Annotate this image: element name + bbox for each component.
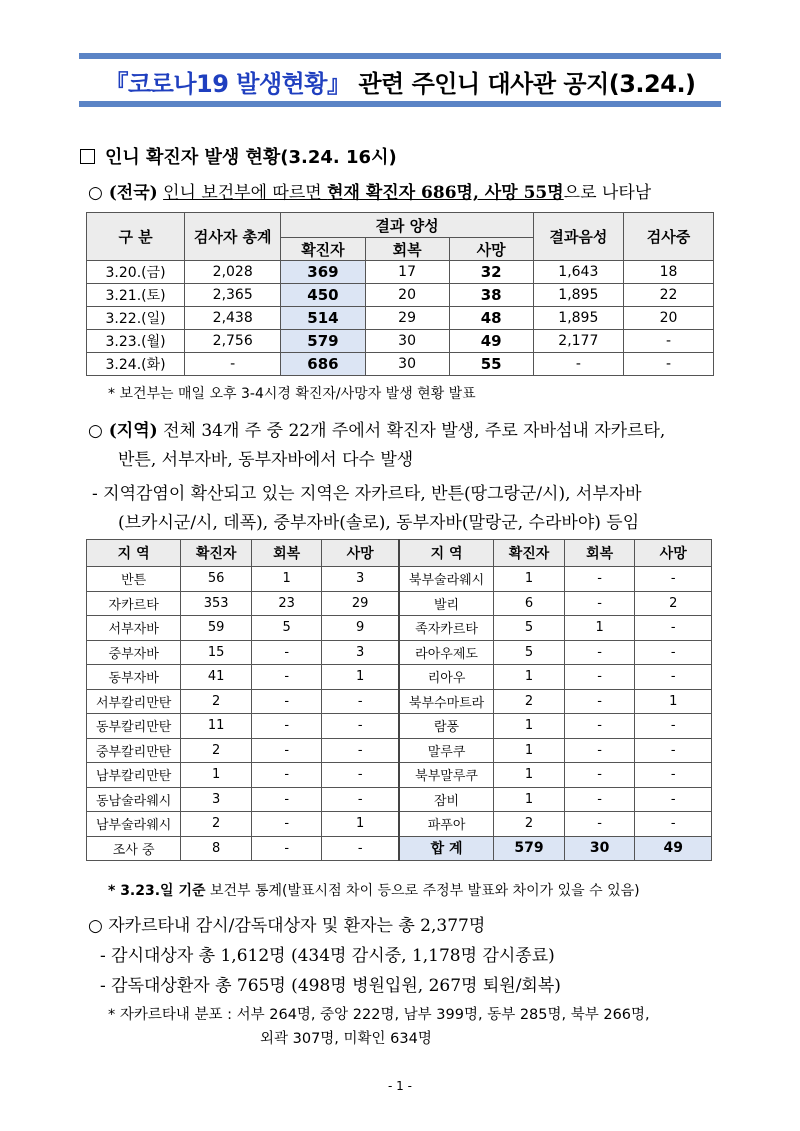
cell-left-recovered: - [251, 640, 322, 665]
cell-left-recovered: 5 [251, 616, 322, 641]
section1-heading: 인니 확진자 발생 현황(3.24. 16시) [80, 143, 397, 169]
cell-right-region: 합 계 [399, 836, 494, 861]
cell-deaths: 49 [449, 330, 533, 353]
header-tested: 검사자 총계 [185, 213, 281, 261]
table-row [87, 836, 712, 861]
cell-date: 3.20.(금) [87, 261, 185, 284]
cell-testing: 18 [623, 261, 713, 284]
cell-left-region: 동부칼리만탄 [87, 714, 181, 739]
header-confirmed-right: 확진자 [494, 540, 565, 567]
jakarta-line-5: 외곽 307명, 미확인 634명 [260, 1031, 432, 1047]
cell-right-region: 족자카르타 [399, 616, 494, 641]
regional-line-4: (브카시군/시, 데폭), 중부자바(솔로), 동부자바(말랑군, 수라바야) 등임 [118, 513, 640, 533]
cell-left-recovered: - [251, 763, 322, 788]
table-row [87, 353, 714, 376]
regional-note: * 3.23.일 기준 보건부 통계(발표시점 차이 등으로 주정부 발표와 차이가 있을 수 있음) [108, 883, 640, 899]
cell-confirmed: 686 [281, 353, 365, 376]
header-deaths: 사망 [449, 238, 533, 261]
cell-right-recovered: - [564, 714, 635, 739]
cell-left-recovered: 1 [251, 567, 322, 592]
cell-right-confirmed: 2 [494, 812, 565, 837]
cell-left-region: 동부자바 [87, 665, 181, 690]
cell-right-region: 북부수마트라 [399, 689, 494, 714]
table-row [87, 714, 712, 739]
cell-right-deaths: - [635, 567, 712, 592]
cell-testing: - [623, 353, 713, 376]
table-row [87, 330, 714, 353]
header-confirmed-left: 확진자 [181, 540, 252, 567]
cell-left-confirmed: 353 [181, 591, 252, 616]
cell-left-confirmed: 8 [181, 836, 252, 861]
cell-left-deaths: 9 [322, 616, 399, 641]
table-row [87, 591, 712, 616]
cell-recovered: 30 [365, 353, 449, 376]
cell-right-recovered: 1 [564, 616, 635, 641]
cell-left-confirmed: 1 [181, 763, 252, 788]
cell-left-region: 반튼 [87, 567, 181, 592]
page-number: - 1 - [388, 1079, 412, 1093]
cell-left-confirmed: 2 [181, 689, 252, 714]
table-row [87, 640, 712, 665]
cell-right-confirmed: 2 [494, 689, 565, 714]
cell-right-confirmed: 5 [494, 616, 565, 641]
top-rule [79, 53, 721, 59]
cell-left-recovered: - [251, 738, 322, 763]
cell-left-recovered: - [251, 689, 322, 714]
cell-right-confirmed: 6 [494, 591, 565, 616]
cell-date: 3.22.(일) [87, 307, 185, 330]
header-negative: 결과음성 [533, 213, 623, 261]
cell-deaths: 32 [449, 261, 533, 284]
cell-right-confirmed: 1 [494, 763, 565, 788]
national-table [86, 212, 714, 376]
regional-table [86, 539, 712, 861]
cell-right-deaths: - [635, 812, 712, 837]
cell-deaths: 55 [449, 353, 533, 376]
cell-left-deaths: - [322, 714, 399, 739]
cell-tested: 2,028 [185, 261, 281, 284]
table-row [87, 763, 712, 788]
cell-left-region: 중부칼리만탄 [87, 738, 181, 763]
cell-date: 3.21.(토) [87, 284, 185, 307]
table-row [87, 738, 712, 763]
jakarta-line-2: - 감시대상자 총 1,612명 (434명 감시중, 1,178명 감시종료) [100, 946, 555, 966]
header-recovered-left: 회복 [251, 540, 322, 567]
cell-right-recovered: - [564, 738, 635, 763]
cell-negative: 1,643 [533, 261, 623, 284]
cell-left-region: 남부술라웨시 [87, 812, 181, 837]
cell-left-deaths: - [322, 787, 399, 812]
cell-right-recovered: - [564, 591, 635, 616]
cell-right-recovered: - [564, 689, 635, 714]
cell-left-region: 남부칼리만탄 [87, 763, 181, 788]
cell-right-region: 북부술라웨시 [399, 567, 494, 592]
cell-left-confirmed: 2 [181, 738, 252, 763]
cell-left-confirmed: 59 [181, 616, 252, 641]
cell-tested: - [185, 353, 281, 376]
cell-left-recovered: 23 [251, 591, 322, 616]
cell-left-region: 조사 중 [87, 836, 181, 861]
cell-left-recovered: - [251, 714, 322, 739]
cell-right-region: 잠비 [399, 787, 494, 812]
header-deaths-right: 사망 [635, 540, 712, 567]
header-testing: 검사중 [623, 213, 713, 261]
cell-confirmed: 369 [281, 261, 365, 284]
table-row [87, 665, 712, 690]
cell-left-recovered: - [251, 812, 322, 837]
header-results: 결과 양성 [281, 213, 533, 238]
national-note: * 보건부는 매일 오후 3-4시경 확진자/사망자 발생 현황 발표 [108, 386, 476, 402]
cell-left-deaths: - [322, 689, 399, 714]
cell-left-confirmed: 2 [181, 812, 252, 837]
table-row [87, 616, 712, 641]
cell-deaths: 38 [449, 284, 533, 307]
cell-negative: 1,895 [533, 307, 623, 330]
cell-left-deaths: 3 [322, 640, 399, 665]
cell-recovered: 29 [365, 307, 449, 330]
table-row [87, 261, 714, 284]
cell-recovered: 30 [365, 330, 449, 353]
regional-line-2: 반튼, 서부자바, 동부자바에서 다수 발생 [118, 450, 414, 470]
table-row [87, 787, 712, 812]
cell-left-deaths: - [322, 763, 399, 788]
cell-right-confirmed: 1 [494, 567, 565, 592]
cell-right-deaths: - [635, 640, 712, 665]
cell-left-confirmed: 56 [181, 567, 252, 592]
cell-right-deaths: 2 [635, 591, 712, 616]
cell-right-recovered: - [564, 812, 635, 837]
cell-recovered: 20 [365, 284, 449, 307]
cell-right-recovered: 30 [564, 836, 635, 861]
cell-right-deaths: 1 [635, 689, 712, 714]
cell-right-confirmed: 1 [494, 665, 565, 690]
cell-date: 3.24.(화) [87, 353, 185, 376]
table-row [87, 812, 712, 837]
cell-left-region: 자카르타 [87, 591, 181, 616]
regional-line-1: ○ (지역) 전체 34개 주 중 22개 주에서 확진자 발생, 주로 자바섬내 자카르타, [88, 421, 666, 441]
cell-left-deaths: 1 [322, 812, 399, 837]
header-deaths-left: 사망 [322, 540, 399, 567]
cell-tested: 2,756 [185, 330, 281, 353]
cell-right-region: 발리 [399, 591, 494, 616]
cell-right-deaths: - [635, 787, 712, 812]
header-recovered: 회복 [365, 238, 449, 261]
jakarta-line-1: ○ 자카르타내 감시/감독대상자 및 환자는 총 2,377명 [88, 916, 486, 936]
cell-right-confirmed: 5 [494, 640, 565, 665]
header-recovered-right: 회복 [564, 540, 635, 567]
cell-right-confirmed: 1 [494, 738, 565, 763]
header-region-right: 지 역 [399, 540, 494, 567]
cell-right-deaths: 49 [635, 836, 712, 861]
cell-right-recovered: - [564, 787, 635, 812]
cell-right-deaths: - [635, 714, 712, 739]
cell-right-region: 람풍 [399, 714, 494, 739]
cell-right-deaths: - [635, 616, 712, 641]
cell-right-recovered: - [564, 665, 635, 690]
cell-left-confirmed: 15 [181, 640, 252, 665]
national-summary: ○ (전국) 인니 보건부에 따르면 현재 확진자 686명, 사망 55명으로 나타남 [88, 183, 652, 203]
cell-right-deaths: - [635, 763, 712, 788]
cell-left-region: 서부칼리만탄 [87, 689, 181, 714]
cell-left-region: 동남술라웨시 [87, 787, 181, 812]
cell-confirmed: 450 [281, 284, 365, 307]
cell-left-deaths: - [322, 738, 399, 763]
cell-left-confirmed: 3 [181, 787, 252, 812]
page-title: 『코로나19 발생현황』 관련 주인니 대사관 공지(3.24.) [104, 70, 696, 98]
header-region-left: 지 역 [87, 540, 181, 567]
cell-left-deaths: - [322, 836, 399, 861]
cell-right-recovered: - [564, 567, 635, 592]
cell-deaths: 48 [449, 307, 533, 330]
header-confirmed: 확진자 [281, 238, 365, 261]
cell-testing: 22 [623, 284, 713, 307]
cell-left-recovered: - [251, 836, 322, 861]
cell-tested: 2,438 [185, 307, 281, 330]
cell-negative: - [533, 353, 623, 376]
regional-line-3: - 지역감염이 확산되고 있는 지역은 자카르타, 반튼(땅그랑군/시), 서부자바 [92, 484, 642, 504]
cell-testing: 20 [623, 307, 713, 330]
table-row [87, 307, 714, 330]
bottom-rule [79, 101, 721, 107]
cell-right-confirmed: 1 [494, 714, 565, 739]
cell-left-deaths: 1 [322, 665, 399, 690]
cell-right-region: 리아우 [399, 665, 494, 690]
cell-confirmed: 514 [281, 307, 365, 330]
cell-left-region: 서부자바 [87, 616, 181, 641]
cell-left-confirmed: 11 [181, 714, 252, 739]
checkbox-icon [80, 149, 95, 164]
cell-right-region: 라아우제도 [399, 640, 494, 665]
cell-left-region: 중부자바 [87, 640, 181, 665]
cell-right-region: 파푸아 [399, 812, 494, 837]
cell-tested: 2,365 [185, 284, 281, 307]
cell-confirmed: 579 [281, 330, 365, 353]
cell-testing: - [623, 330, 713, 353]
cell-left-confirmed: 41 [181, 665, 252, 690]
cell-left-deaths: 29 [322, 591, 399, 616]
cell-right-deaths: - [635, 665, 712, 690]
cell-right-region: 북부말루쿠 [399, 763, 494, 788]
cell-right-region: 말루쿠 [399, 738, 494, 763]
header-category: 구 분 [87, 213, 185, 261]
cell-negative: 2,177 [533, 330, 623, 353]
table-row [87, 689, 712, 714]
jakarta-line-3: - 감독대상환자 총 765명 (498명 병원입원, 267명 퇴원/회복) [100, 976, 561, 996]
cell-right-recovered: - [564, 763, 635, 788]
cell-right-recovered: - [564, 640, 635, 665]
cell-left-recovered: - [251, 665, 322, 690]
cell-date: 3.23.(월) [87, 330, 185, 353]
table-row [87, 567, 712, 592]
table-row [87, 284, 714, 307]
cell-left-deaths: 3 [322, 567, 399, 592]
cell-left-recovered: - [251, 787, 322, 812]
cell-right-confirmed: 1 [494, 787, 565, 812]
cell-right-deaths: - [635, 738, 712, 763]
cell-recovered: 17 [365, 261, 449, 284]
cell-negative: 1,895 [533, 284, 623, 307]
jakarta-line-4: * 자카르타내 분포 : 서부 264명, 중앙 222명, 남부 399명, 동부 285명, 북부 266명, [108, 1007, 650, 1023]
cell-right-confirmed: 579 [494, 836, 565, 861]
